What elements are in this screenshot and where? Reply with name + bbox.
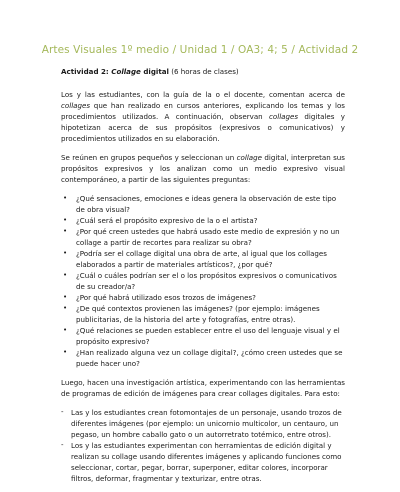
question-item-text: ¿Por qué creen ustedes que habrá usado este medio de expresión y no un collage a partir de recortes para realizar su obra? xyxy=(76,227,340,247)
activity-label-suffix: digital xyxy=(140,67,169,76)
activity-label-prefix: Actividad 2: xyxy=(61,67,112,76)
question-item xyxy=(61,226,345,248)
intro-paragraph xyxy=(61,89,345,144)
bullet-marker: - xyxy=(61,408,64,416)
question-item-text: ¿Qué relaciones se pueden establecer entre el uso del lenguaje visual y el propósito expresivo? xyxy=(76,326,340,346)
bullet-marker: • xyxy=(63,216,68,224)
step-item-text: Las y los estudiantes crean fotomontajes de un personaje, usando trozos de diferentes imágenes (por ejemplo: un unicornio multicolor, un centauro, un pegaso, un hombre caballo gato o un autorretrato totémico, entre otros). xyxy=(71,408,342,439)
bullet-marker: • xyxy=(63,293,68,301)
text-run-italic: collage xyxy=(236,153,263,162)
question-item-text: ¿Cuál o cuáles podrían ser el o los propósitos expresivos o comunicativos de su creador/a? xyxy=(76,271,337,291)
question-item xyxy=(61,270,345,292)
questions-list xyxy=(61,193,345,369)
activity-title xyxy=(61,66,345,77)
bullet-marker: • xyxy=(63,304,68,312)
question-item xyxy=(61,248,345,270)
step-item xyxy=(61,440,345,484)
activity-hours: (6 horas de clases) xyxy=(168,67,239,76)
text-run-italic: collages xyxy=(268,112,299,121)
bullet-marker: • xyxy=(63,194,68,202)
question-item xyxy=(61,215,345,226)
text-run: que han realizado en cursos anteriores, explicando los temas y los procedimientos utilizados. A continuación, observan xyxy=(61,101,345,121)
question-item-text: ¿Por qué habrá utilizado esos trozos de imágenes? xyxy=(76,293,256,302)
bullet-marker: • xyxy=(63,348,68,356)
document-body xyxy=(61,66,345,492)
text-run: digitales y hipotetizan acerca de sus propósitos (expresivos o comunicativos) y procedimientos utilizados en su elaboración. xyxy=(61,112,345,143)
bullet-marker: • xyxy=(63,227,68,235)
question-item xyxy=(61,193,345,215)
text-run: Se reúnen en grupos pequeños y seleccionan un xyxy=(61,153,237,162)
text-run: digital, interpretan sus propósitos expresivos y los analizan como un medio expresivo visual contemporáneo, a partir de las siguientes preguntas: xyxy=(61,153,345,184)
question-item-text: ¿De qué contextos provienen las imágenes? (por ejemplo: imágenes publicitarias, de la historia del arte y fotografías, entre otras). xyxy=(76,304,320,324)
step-item-text: Los y las estudiantes experimentan con herramientas de edición digital y realizan su collage usando diferentes imágenes y aplicando funciones como seleccionar, cortar, pegar, borrar, superponer, editar colores, incorporar filtros, deformar, fragmentar y texturizar, entre otras. xyxy=(71,441,342,483)
groups-paragraph xyxy=(61,152,345,185)
text-run: Los y las estudiantes, con la guía de la o el docente, comentan acerca de xyxy=(61,90,345,99)
research-paragraph: Luego, hacen una investigación artística, experimentando con las herramientas de programas de edición de imágenes para crear collages digitales. Para esto: xyxy=(61,378,345,398)
page-header: Artes Visuales 1º medio / Unidad 1 / OA3; 4; 5 / Actividad 2 xyxy=(41,44,359,56)
bullet-marker: • xyxy=(63,271,68,279)
step-item xyxy=(61,407,345,440)
question-item xyxy=(61,325,345,347)
bullet-marker: • xyxy=(63,326,68,334)
bullet-marker: - xyxy=(61,441,64,449)
question-item-text: ¿Cuál será el propósito expresivo de la o el artista? xyxy=(76,216,258,225)
text-run-italic: collages xyxy=(61,101,91,110)
steps-list xyxy=(61,407,345,484)
question-item xyxy=(61,347,345,369)
question-item xyxy=(61,303,345,325)
question-item xyxy=(61,292,345,303)
question-item-text: ¿Han realizado alguna vez un collage digital?, ¿cómo creen ustedes que se puede hacer uno? xyxy=(76,348,343,368)
question-item-text: ¿Qué sensaciones, emociones e ideas genera la observación de este tipo de obra visual? xyxy=(76,194,337,214)
question-item-text: ¿Podría ser el collage digital una obra de arte, al igual que los collages elaborados a partir de materiales artísticos?, ¿por qué? xyxy=(76,249,327,269)
activity-label-italic: Collage xyxy=(111,67,141,76)
bullet-marker: • xyxy=(63,249,68,257)
